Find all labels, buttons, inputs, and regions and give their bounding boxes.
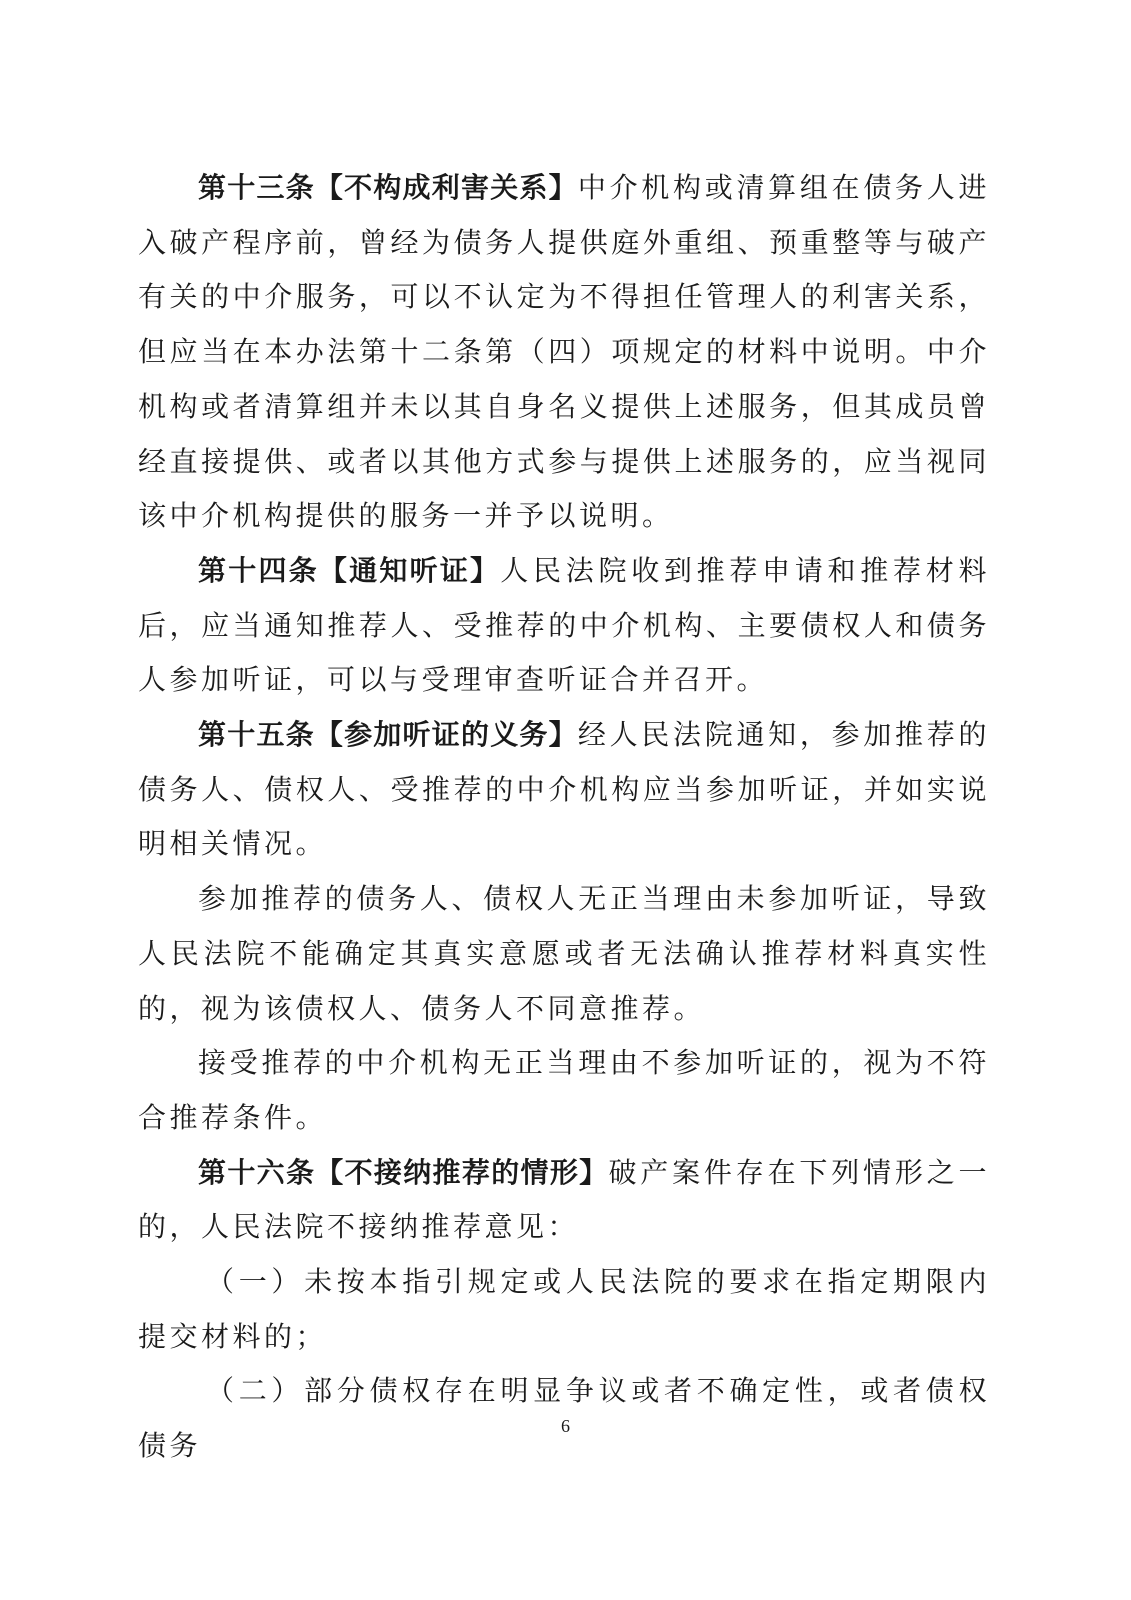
article-15-heading: 第十五条【参加听证的义务】 xyxy=(198,718,578,752)
article-16-heading: 第十六条【不接纳推荐的情形】 xyxy=(198,1155,609,1189)
document-body xyxy=(138,161,990,1474)
article-14 xyxy=(138,544,990,708)
article-13 xyxy=(138,161,990,544)
article-15 xyxy=(138,708,990,872)
article-14-heading: 第十四条【通知听证】 xyxy=(198,553,501,587)
article-16-text: 破产案件存在下列情形之一的，人民法院不接纳推荐意见： xyxy=(138,1155,990,1244)
article-15-paragraph-3 xyxy=(138,1036,990,1145)
article-16 xyxy=(138,1146,990,1255)
article-15-paragraph-2-text: 参加推荐的债务人、债权人无正当理由未参加听证，导致人民法院不能确定其真实意愿或者无法确认推荐材料真实性的，视为该债权人、债务人不同意推荐。 xyxy=(138,882,990,1025)
article-15-paragraph-3-text: 接受推荐的中介机构无正当理由不参加听证的，视为不符合推荐条件。 xyxy=(138,1046,990,1134)
article-15-paragraph-2 xyxy=(138,872,990,1036)
article-14-text: 人民法院收到推荐申请和推荐材料后，应当通知推荐人、受推荐的中介机构、主要债权人和债务人参加听证，可以与受理审查听证合并召开。 xyxy=(138,553,990,697)
article-16-item-1: （一）未按本指引规定或人民法院的要求在指定期限内提交材料的； xyxy=(138,1265,990,1353)
page-number: 6 xyxy=(561,1416,570,1436)
article-15-text: 经人民法院通知，参加推荐的债务人、债权人、受推荐的中介机构应当参加听证，并如实说明相关情况。 xyxy=(138,718,990,861)
article-16-item-2: （二）部分债权存在明显争议或者不确定性，或者债权债务 xyxy=(138,1374,990,1463)
article-13-text: 中介机构或清算组在债务人进入破产程序前，曾经为债务人提供庭外重组、预重整等与破产有关的中介服务，可以不认定为不得担任管理人的利害关系，但应当在本办法第十二条第（四）项规定的材料中说明。中介机构或者清算组并未以其自身名义提供上述服务，但其成员曾经直接提供、或者以其他方式参与提供上述服务的，应当视同该中介机构提供的服务一并予以说明。 xyxy=(138,171,990,533)
article-13-heading: 第十三条【不构成利害关系】 xyxy=(198,171,578,204)
